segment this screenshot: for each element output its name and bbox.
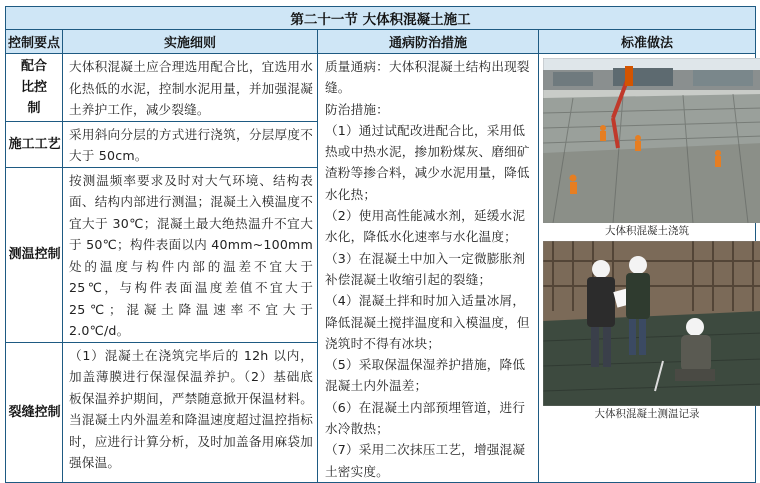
prevention-measures (318, 54, 539, 483)
row-label-temperature (6, 167, 63, 342)
measures-heading: 防治措施： (325, 101, 389, 117)
measure-item: （2）使用高性能减水剂，延缓水泥水化，降低水化速率与水化温度； (325, 208, 526, 245)
header-standard-practice: 标准做法 (539, 30, 756, 54)
measure-item: （5）采取保温保湿养护措施，降低混凝土内外温差； (325, 357, 526, 394)
row-label-text: 施工工艺 (8, 136, 61, 152)
header-control-point: 控制要点 (6, 30, 63, 54)
measure-item: （7）采用二次抹压工艺，增强混凝土密实度。 (325, 442, 526, 479)
row-detail-mix-ratio: 大体积混凝土应合理选用配合比，宜选用水化热低的水泥，控制水泥用量，并加强混凝土养护工作，减少裂缝。 (63, 54, 318, 122)
row-label-crack (6, 342, 63, 482)
section-title: 第二十一节 大体积混凝土施工 (6, 7, 756, 30)
construction-standard-table (5, 6, 756, 483)
row-label-process (6, 121, 63, 167)
row-detail-crack: （1）混凝土在浇筑完毕后的 12h 以内，加盖薄膜进行保湿保温养护。（2）基础底板保温养护期间，严禁随意掀开保温材料。当混凝土内外温差和降温速度超过温控指标时，应进行计算分析，及时加盖备用麻袋加强保温。 (63, 342, 318, 482)
measure-item: （1）通过试配改进配合比，采用低热或中热水泥，掺加粉煤灰、磨细矿渣粉等掺合料，减少水泥用量，降低水化热； (325, 122, 530, 202)
concrete-pouring-photo (543, 58, 760, 223)
measure-item: （4）混凝土拌和时加入适量冰屑，降低混凝土搅拌温度和入模温度，但浇筑时不得有冰块； (325, 293, 530, 351)
measures-intro: 质量通病：大体积混凝土结构出现裂缝。 (325, 59, 530, 96)
header-implementation: 实施细则 (63, 30, 318, 54)
measure-item: （6）在混凝土内部预埋管道，进行水冷散热； (325, 399, 526, 437)
row-detail-process: 采用斜向分层的方式进行浇筑，分层厚度不大于 50cm。 (63, 121, 318, 167)
row-label-text: 配合比控制 (20, 58, 47, 116)
row-detail-temperature: 按测温频率要求及时对大气环境、结构表面、结构内部进行测温；混凝土入模温度不宜大于 30℃；混凝土最大绝热温升不宜大于 50℃；构件表面以内 40mm~100mm 处的温度与构件内部的温差不宜大于 25℃，与构件表面温度差值不宜大于 25℃；混凝土降温速率不宜大于 2.0℃/d。 (63, 167, 318, 342)
temperature-recording-photo (543, 241, 760, 406)
measure-item: （3）在混凝土中加入一定微膨胀剂补偿混凝土收缩引起的裂缝； (325, 250, 526, 287)
row-label-mix-ratio (6, 54, 63, 122)
photo-caption: 大体积混凝土测温记录 (594, 408, 700, 420)
header-prevention: 通病防治措施 (318, 30, 539, 54)
photo-caption: 大体积混凝土浇筑 (605, 225, 689, 237)
row-label-text: 裂缝控制 (8, 404, 61, 420)
standard-practice-photos (539, 54, 756, 483)
row-label-text: 测温控制 (8, 247, 61, 262)
